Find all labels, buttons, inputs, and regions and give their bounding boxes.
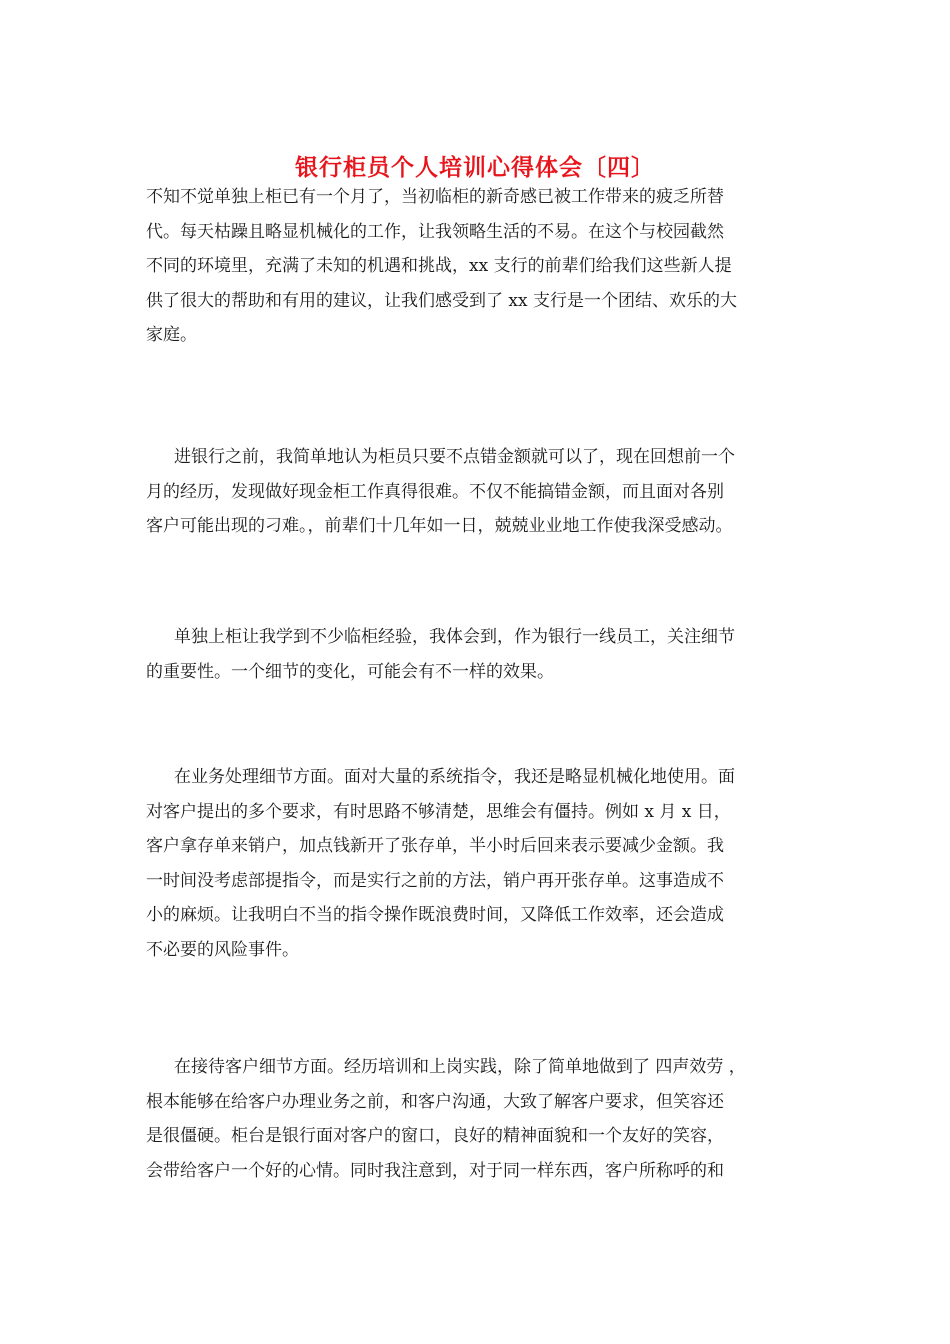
line-text: 月的经历，发现做好现金柜工作真得很难。不仅不能搞错金额，而且面对各别 — [146, 481, 724, 502]
paragraph-line — [146, 318, 816, 353]
paragraph-line — [146, 440, 816, 475]
line-text: 客户拿存单来销户，加点钱新开了张存单，半小时后回来表示要减少金额。我 — [146, 836, 724, 856]
paragraph-line — [146, 475, 816, 510]
paragraph-line — [146, 898, 816, 933]
paragraph-line — [146, 249, 816, 284]
paragraph-line — [146, 620, 816, 655]
paragraph-line — [146, 1085, 816, 1120]
paragraph-line — [146, 1050, 816, 1085]
line-text: 根本能够在给客户办理业务之前，和客户沟通，大致了解客户要求，但笑容还 — [146, 1091, 724, 1112]
line-text: 会带给客户一个好的心情。同时我注意到，对于同一样东西，客户所称呼的和 — [146, 1160, 724, 1181]
line-text: 家庭。 — [146, 325, 197, 345]
paragraph-line — [146, 215, 816, 250]
line-text: 单独上柜让我学到不少临柜经验，我体会到，作为银行一线员工，关注细节 — [174, 627, 735, 647]
line-text: 代。每天枯躁且略显机械化的工作，让我领略生活的不易。在这个与校园截然 — [146, 221, 724, 242]
paragraph-4 — [146, 760, 816, 967]
paragraph-line — [146, 864, 816, 899]
line-text: 的重要性。一个细节的变化，可能会有不一样的效果。 — [146, 661, 554, 682]
paragraph-line — [146, 1154, 816, 1189]
line-text: 一时间没考虑部提指令，而是实行之前的方法，销户再开张存单。这事造成不 — [146, 870, 724, 891]
line-text: 不知不觉单独上柜已有一个月了，当初临柜的新奇感已被工作带来的疲乏所替 — [146, 187, 724, 207]
paragraph-line — [146, 760, 816, 795]
paragraph-line — [146, 1119, 816, 1154]
paragraph-3 — [146, 620, 816, 689]
paragraph-line — [146, 284, 816, 319]
paragraph-2 — [146, 440, 816, 544]
paragraph-line — [146, 180, 816, 215]
paragraph-line — [146, 829, 816, 864]
paragraph-1 — [146, 180, 816, 353]
document-title: 银行柜员个人培训心得体会〔四〕 — [295, 155, 655, 181]
paragraph-5 — [146, 1050, 816, 1188]
line-text: 不必要的风险事件。 — [146, 939, 299, 960]
line-text: 是很僵硬。柜台是银行面对客户的窗口，良好的精神面貌和一个友好的笑容， — [146, 1126, 724, 1146]
paragraph-line — [146, 509, 816, 544]
line-text: 供了很大的帮助和有用的建议，让我们感受到了 xx 支行是一个团结、欢乐的大 — [146, 290, 737, 311]
line-text: 小的麻烦。让我明白不当的指令操作既浪费时间，又降低工作效率，还会造成 — [146, 905, 724, 925]
paragraph-line — [146, 655, 816, 690]
line-text: 客户可能出现的刁难。，前辈们十几年如一日，兢兢业业地工作使我深受感动。 — [146, 516, 733, 536]
paragraph-line — [146, 795, 816, 830]
paragraph-line — [146, 933, 816, 968]
line-text: 对客户提出的多个要求，有时思路不够清楚，思维会有僵持。例如 x 月 x 日， — [146, 801, 731, 822]
line-text: 在接待客户细节方面。经历培训和上岗实践，除了简单地做到了 四声效劳 ， — [174, 1057, 746, 1077]
line-text: 进银行之前，我简单地认为柜员只要不点错金额就可以了，现在回想前一个 — [174, 447, 735, 467]
line-text: 不同的环境里，充满了未知的机遇和挑战，xx 支行的前辈们给我们这些新人提 — [146, 256, 732, 276]
line-text: 在业务处理细节方面。面对大量的系统指令，我还是略显机械化地使用。面 — [174, 767, 735, 787]
